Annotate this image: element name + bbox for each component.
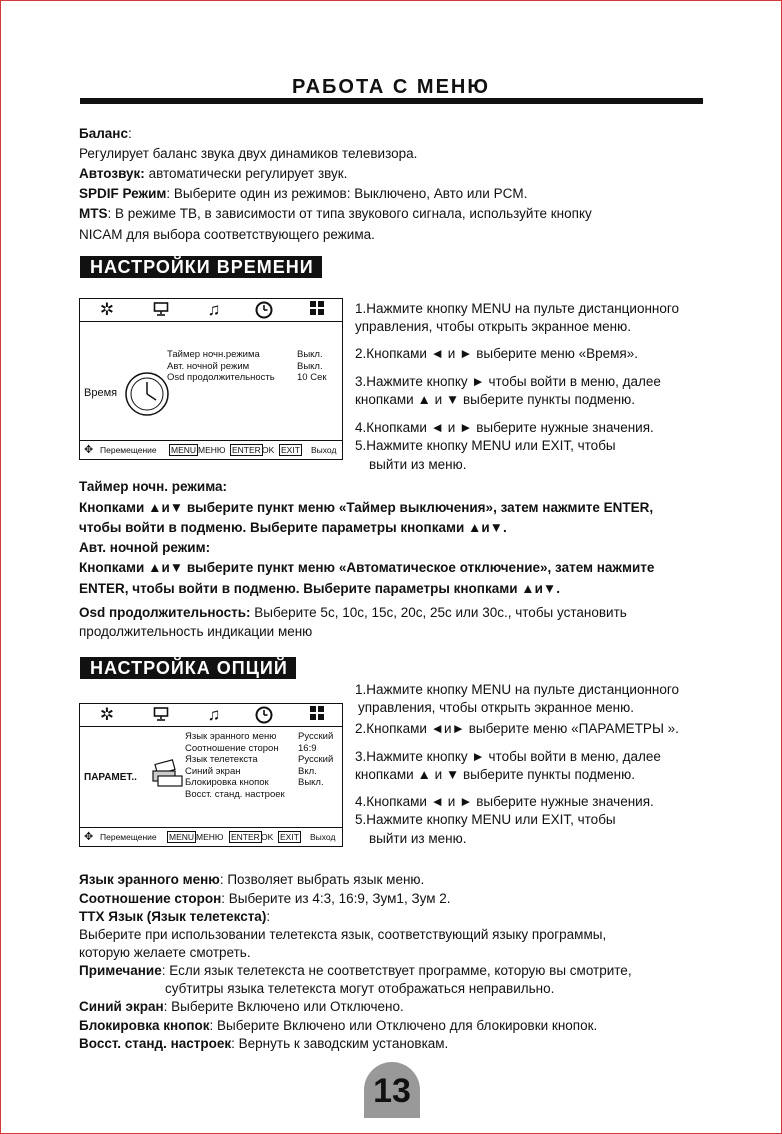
options-item-names <box>185 731 285 800</box>
time-item-names <box>167 349 275 384</box>
sleep-timer-desc: Кнопками ▲и▼ выберите пункт меню «Таймер выключения», затем нажмите ENTER, <box>79 500 654 515</box>
auto-sleep-desc-2: ENTER, чтобы войти в подменю. Выберите параметры кнопками ▲и▼. <box>79 581 561 596</box>
menu-item-value: Русский <box>298 754 334 765</box>
menu-item-name: Язык телетекста <box>185 754 258 765</box>
time-menu-box <box>79 298 343 460</box>
detail-label: TTX Язык (Язык телетекста) <box>79 909 267 924</box>
menu-item-value: Русский <box>298 731 334 742</box>
options-instruction: 2.Кнопками ◄и► выберите меню «ПАРАМЕТРЫ ». <box>355 721 679 736</box>
detail-line <box>79 1035 448 1053</box>
menu-icon-row <box>80 704 342 727</box>
menu-item-name: Соотношение сторон <box>185 742 279 754</box>
detail-text: : Выберите из 4:3, 16:9, Зум1, Зум 2. <box>221 891 451 906</box>
exit-key: EXIT <box>281 445 300 455</box>
autosound-line <box>79 165 347 183</box>
grid-icon <box>308 301 326 319</box>
options-instruction: 1.Нажмите кнопку MENU на пульте дистанционного <box>355 682 680 697</box>
wall-clock-icon <box>124 371 170 422</box>
menu-key: MENU <box>169 832 195 842</box>
detail-text: субтитры языка телетекста могут отображаться неправильно. <box>165 981 555 996</box>
time-item-values <box>297 349 327 384</box>
nav-exit-label: Выход <box>310 832 336 842</box>
nav-ok-label: OK <box>262 445 275 455</box>
options-item-values <box>298 731 333 789</box>
enter-key: ENTER <box>232 445 261 455</box>
monitor-icon <box>152 301 170 319</box>
detail-text: которую желаете смотреть. <box>79 945 251 960</box>
clock-icon <box>255 706 273 724</box>
music-note-icon: ♫ <box>207 705 221 724</box>
nav-exit-label: Выход <box>311 445 337 455</box>
options-instruction: 3.Нажмите кнопку ► чтобы войти в меню, далее <box>355 749 661 764</box>
options-instruction: 4.Кнопками ◄ и ► выберите нужные значения. <box>355 794 654 809</box>
music-note-icon: ♫ <box>207 300 221 319</box>
options-instruction: кнопками ▲ и ▼ выберите пункты подменю. <box>355 767 636 782</box>
options-instruction: управления, чтобы открыть экранное меню. <box>358 700 634 715</box>
title-rule <box>80 98 703 104</box>
menu-item-value: 10 Сек <box>297 372 327 383</box>
options-instruction: 5.Нажмите кнопку MENU или EXIT, чтобы <box>355 812 616 827</box>
detail-line <box>79 926 606 944</box>
detail-text: : Позволяет выбрать язык меню. <box>219 872 425 887</box>
detail-line <box>79 871 424 889</box>
menu-item-name: Синий экран <box>185 765 241 777</box>
autosound-desc: автоматически регулирует звук. <box>144 166 348 181</box>
options-instruction: выйти из меню. <box>369 831 467 846</box>
menu-item-value: Вкл. <box>298 765 317 777</box>
time-instruction: управления, чтобы открыть экранное меню. <box>355 319 631 334</box>
osd-duration-desc: Выберите 5с, 10с, 15с, 20с, 25с или 30с., чтобы установить <box>250 605 627 620</box>
detail-line <box>79 944 251 962</box>
grid-icon <box>308 706 326 724</box>
mts-desc-2: NICAM для выбора соответствующего режима. <box>79 227 375 242</box>
time-instruction: 2.Кнопками ◄ и ► выберите меню «Время». <box>355 346 638 361</box>
sleep-timer-label: Таймер ночн. режима: <box>79 479 228 494</box>
page-number: 13 <box>364 1062 420 1118</box>
nav-menu-label: МЕНЮ <box>196 832 224 842</box>
menu-item-value: 16:9 <box>298 742 317 754</box>
mts-desc: : В режиме ТВ, в зависимости от типа звукового сигнала, используйте кнопку <box>107 206 592 221</box>
detail-text: : <box>266 909 271 924</box>
menu-nav-bar <box>80 827 342 846</box>
detail-line <box>79 908 270 926</box>
menu-item-name: Авт. ночной режим <box>167 360 250 372</box>
time-instruction: выйти из меню. <box>369 457 467 472</box>
osd-duration-line <box>79 604 627 622</box>
detail-line <box>79 962 632 980</box>
nav-move-label: Перемещение <box>100 832 157 842</box>
detail-text: Выберите при использовании телетекста язык, соответствующий языку программы, <box>79 927 607 942</box>
menu-item-name: Блокировка кнопок <box>185 777 269 788</box>
time-instruction: 1.Нажмите кнопку MENU на пульте дистанционного <box>355 301 680 316</box>
mts-label: MTS <box>79 206 108 221</box>
time-settings-banner: НАСТРОЙКИ ВРЕМЕНИ <box>80 256 322 278</box>
menu-nav-bar <box>80 440 342 459</box>
detail-text: : Выберите Включено или Отключено. <box>163 999 404 1014</box>
picture-icon: ✲ <box>99 300 115 319</box>
options-side-label: ПАРАМЕТ.. <box>84 772 137 783</box>
detail-line <box>79 1017 597 1035</box>
detail-text: : Выберите Включено или Отключено для блокировки кнопок. <box>209 1018 598 1033</box>
time-instruction: 4.Кнопками ◄ и ► выберите нужные значения. <box>355 420 654 435</box>
balance-label: Баланс <box>79 126 128 141</box>
menu-item-name: Язык эранного меню <box>185 731 277 742</box>
time-side-label: Время <box>84 387 118 399</box>
sleep-timer-desc-2: чтобы войти в подменю. Выберите параметры кнопками ▲и▼. <box>79 520 507 535</box>
detail-line <box>79 998 404 1016</box>
menu-item-value: Выкл. <box>297 349 323 360</box>
exit-key: EXIT <box>280 832 299 842</box>
nav-ok-label: OK <box>261 832 274 842</box>
options-menu-box <box>79 703 343 847</box>
osd-duration-label: Osd продолжительность: <box>79 605 251 620</box>
menu-item-name: Osd продолжительность <box>167 372 275 383</box>
menu-item-name: Таймер ночн.режима <box>167 349 260 360</box>
detail-line <box>165 980 554 998</box>
autosound-label: Автозвук: <box>79 166 145 181</box>
time-instruction: кнопками ▲ и ▼ выберите пункты подменю. <box>355 392 636 407</box>
clock-icon <box>255 301 273 319</box>
osd-duration-desc-2: продолжительность индикации меню <box>79 624 313 639</box>
detail-label: Синий экран <box>79 999 164 1014</box>
time-instruction: 5.Нажмите кнопку MENU или EXIT, чтобы <box>355 438 616 453</box>
spdif-label: SPDIF Режим <box>79 186 167 201</box>
balance-colon: : <box>127 126 132 141</box>
menu-item-value: Выкл. <box>298 777 324 788</box>
move-arrows-icon: ✥ <box>84 444 94 456</box>
menu-item-name: Восст. станд. настроек <box>185 788 285 800</box>
options-folders-icon <box>150 759 184 794</box>
nav-move-label: Перемещение <box>100 445 157 455</box>
detail-label: Восст. станд. настроек <box>79 1036 232 1051</box>
menu-icon-row <box>80 299 342 322</box>
detail-label: Соотношение сторон <box>79 891 222 906</box>
monitor-icon <box>152 706 170 724</box>
detail-text: : Вернуть к заводским установкам. <box>231 1036 449 1051</box>
balance-line <box>79 125 132 143</box>
move-arrows-icon: ✥ <box>84 831 94 843</box>
balance-desc: Регулирует баланс звука двух динамиков телевизора. <box>79 146 418 161</box>
auto-sleep-label: Авт. ночной режим: <box>79 540 211 555</box>
detail-line <box>79 890 450 908</box>
options-banner: НАСТРОЙКА ОПЦИЙ <box>80 657 296 679</box>
menu-key: MENU <box>171 445 197 455</box>
picture-icon: ✲ <box>99 705 115 724</box>
page-title: РАБОТА С МЕНЮ <box>292 76 490 98</box>
time-instruction: 3.Нажмите кнопку ► чтобы войти в меню, далее <box>355 374 661 389</box>
menu-item-value: Выкл. <box>297 360 323 372</box>
detail-label: Язык эранного меню <box>79 872 220 887</box>
enter-key: ENTER <box>231 832 260 842</box>
nav-menu-label: МЕНЮ <box>198 445 226 455</box>
detail-text: : Если язык телетекста не соответствует программе, которую вы смотрите, <box>161 963 632 978</box>
detail-label: Блокировка кнопок <box>79 1018 210 1033</box>
detail-label: Примечание <box>79 963 162 978</box>
mts-line <box>79 205 592 223</box>
spdif-desc: : Выберите один из режимов: Выключено, Авто или PCM. <box>166 186 528 201</box>
auto-sleep-desc: Кнопками ▲и▼ выберите пункт меню «Автоматическое отключение», затем нажмите <box>79 560 655 575</box>
spdif-line <box>79 185 527 203</box>
